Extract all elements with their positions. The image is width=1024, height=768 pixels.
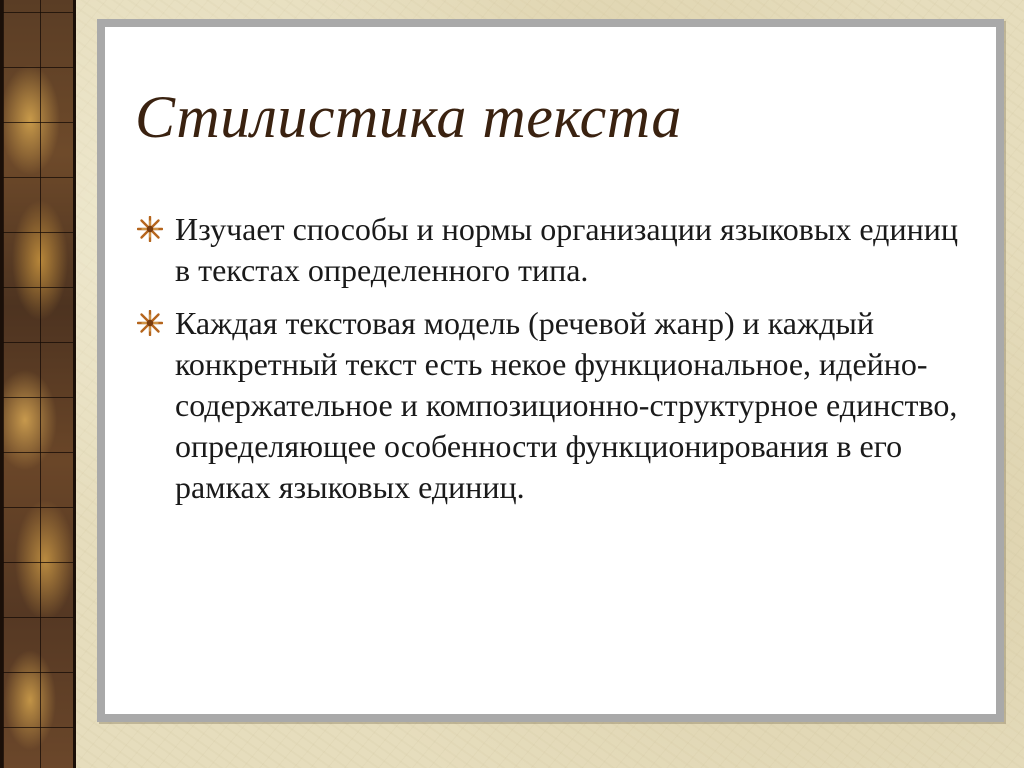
slide-title: Стилистика текста: [135, 84, 682, 150]
star-burst-icon: [137, 216, 163, 242]
star-burst-icon: [137, 310, 163, 336]
strip-grid-pattern: [0, 0, 76, 768]
bullet-item: [137, 303, 977, 508]
bullet-text: Каждая текстовая модель (речевой жанр) и каждый конкретный текст есть некое функциональное, идейно-содержательное и композиционно-структурное единство, определяющее особенности функционирования в его рамках языковых единиц.: [175, 305, 958, 505]
bullet-item: [137, 209, 977, 291]
slide-content-card: [97, 19, 1004, 722]
bullet-text: Изучает способы и нормы организации языковых единиц в текстах определенного типа.: [175, 211, 958, 288]
decorative-side-strip: [0, 0, 76, 768]
strip-edge-left: [0, 0, 3, 768]
bullet-list: [137, 209, 977, 520]
strip-edge-right: [73, 0, 76, 768]
